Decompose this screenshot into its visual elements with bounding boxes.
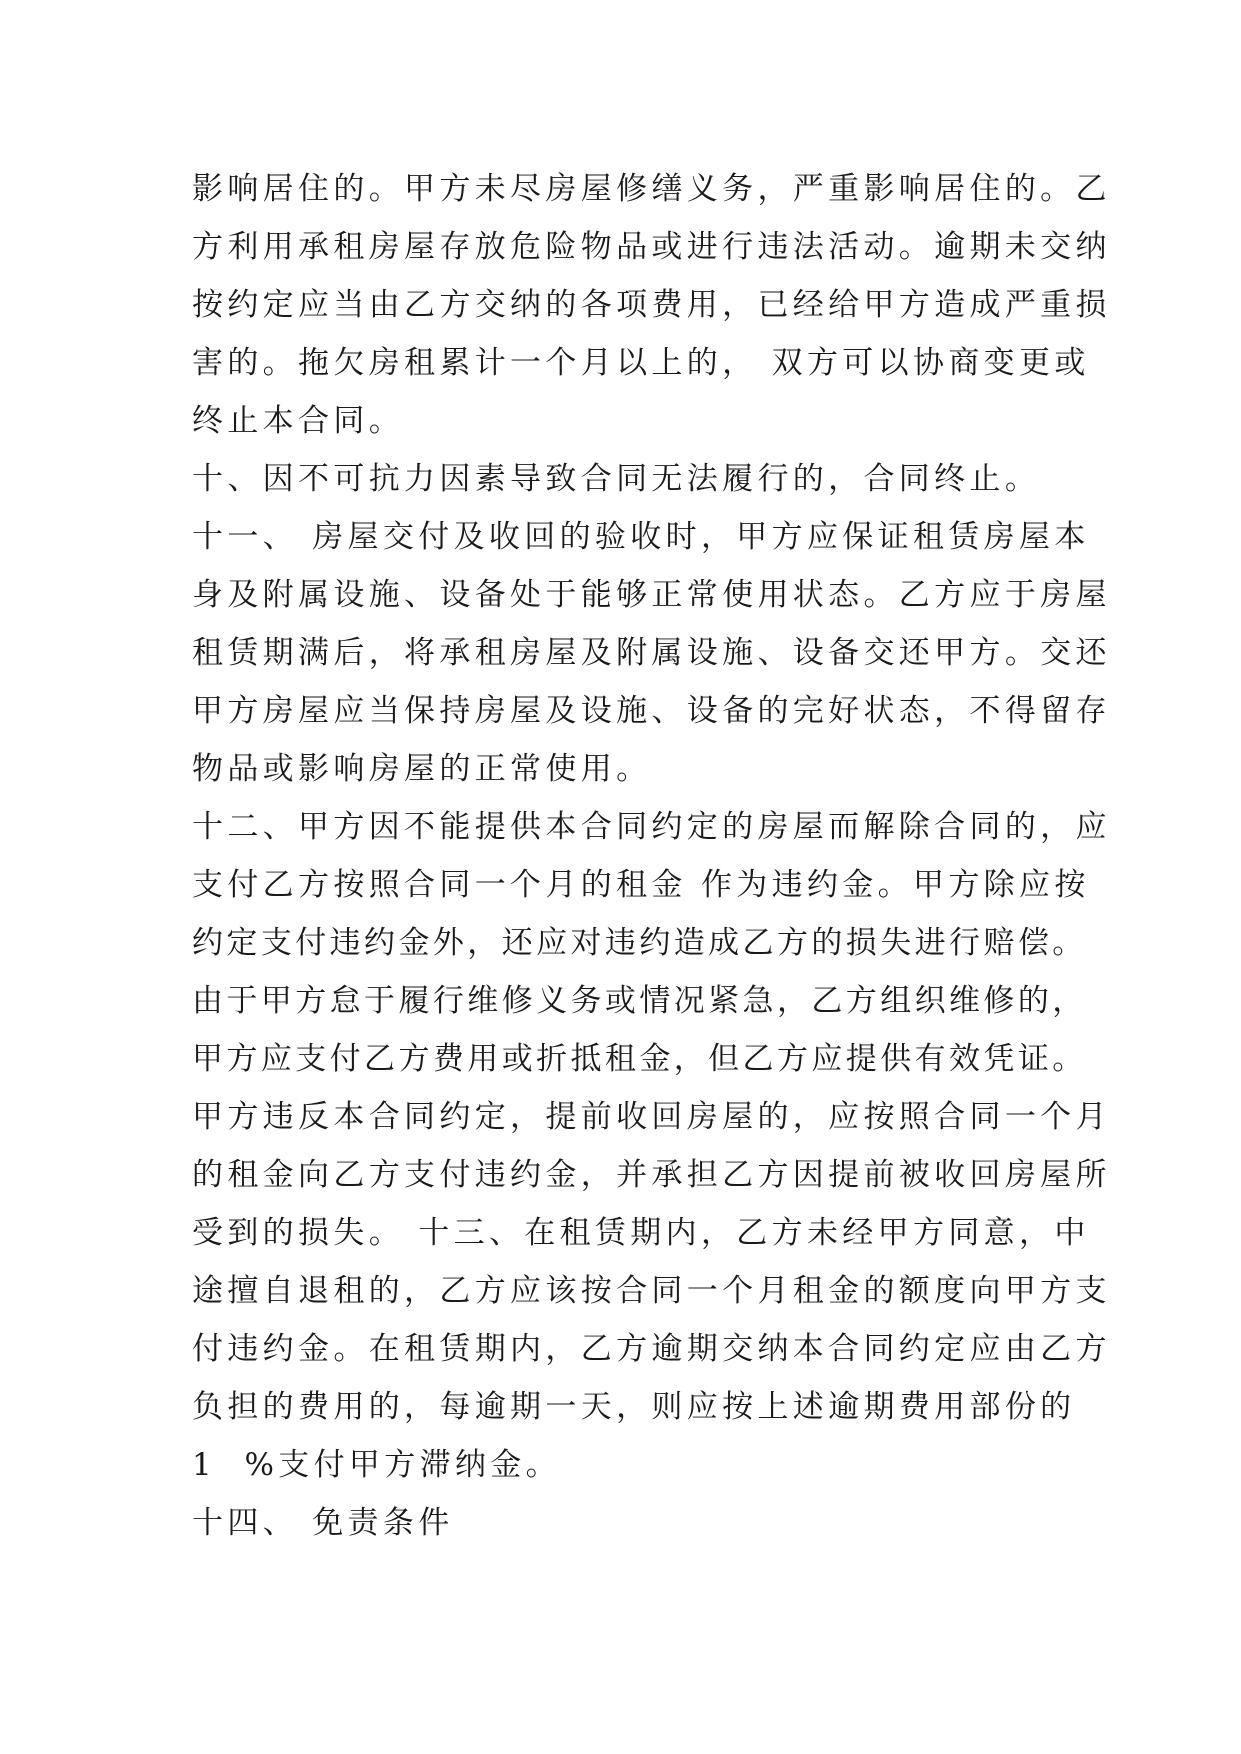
text-line: 影响居住的。甲方未尽房屋修缮义务，严重影响居住的。乙 xyxy=(192,171,1111,207)
text-line: 租赁期满后，将承租房屋及附属设施、设备交还甲方。交还 xyxy=(192,635,1111,671)
text-line: 身及附属设施、设备处于能够正常使用状态。乙方应于房屋 xyxy=(192,577,1111,613)
text-line: 甲方违反本合同约定，提前收回房屋的，应按照合同一个月 xyxy=(192,1099,1111,1135)
text-line: 方利用承租房屋存放危险物品或进行违法活动。逾期未交纳 xyxy=(192,229,1111,265)
text-line: 甲方应支付乙方费用或折抵租金，但乙方应提供有效凭证。 xyxy=(192,1041,1087,1077)
clause-12: 十二、甲方因不能提供本合同约定的房屋而解除合同的，应 xyxy=(192,809,1111,845)
clause-14-heading: 十四、 免责条件 xyxy=(192,1505,454,1541)
text-line: 支付乙方按照合同一个月的租金 作为违约金。甲方除应按 xyxy=(192,867,1090,903)
text-line: 途擅自退租的，乙方应该按合同一个月租金的额度向甲方支 xyxy=(192,1273,1111,1309)
text-line: 按约定应当由乙方交纳的各项费用，已经给甲方造成严重损 xyxy=(192,287,1111,323)
text-line: 的租金向乙方支付违约金，并承担乙方因提前被收回房屋所 xyxy=(192,1157,1111,1193)
text-line: 甲方房屋应当保持房屋及设施、设备的完好状态，不得留存 xyxy=(192,693,1111,729)
text-line: 终止本合同。 xyxy=(192,403,405,439)
text-line: 付违约金。在租赁期内，乙方逾期交纳本合同约定应由乙方 xyxy=(192,1331,1111,1367)
clause-13: 受到的损失。 十三、在租赁期内，乙方未经甲方同意，中 xyxy=(192,1215,1090,1251)
text-line: 物品或影响房屋的正常使用。 xyxy=(192,751,652,787)
text-line: 约定支付违约金外，还应对违约造成乙方的损失进行赔偿。 xyxy=(192,925,1087,961)
text-line: 负担的费用的，每逾期一天，则应按上述逾期费用部份的 xyxy=(192,1389,1076,1425)
text-line: 由于甲方怠于履行维修义务或情况紧急，乙方组织维修的， xyxy=(192,983,1087,1019)
text-line: 1 %支付甲方滞纳金。 xyxy=(192,1447,561,1483)
clause-10: 十、因不可抗力因素导致合同无法履行的，合同终止。 xyxy=(192,461,1041,497)
contract-body-text xyxy=(192,160,1111,1552)
clause-11: 十一、 房屋交付及收回的验收时，甲方应保证租赁房屋本 xyxy=(192,519,1090,555)
text-line: 害的。拖欠房租累计一个月以上的， 双方可以协商变更或 xyxy=(192,345,1090,381)
